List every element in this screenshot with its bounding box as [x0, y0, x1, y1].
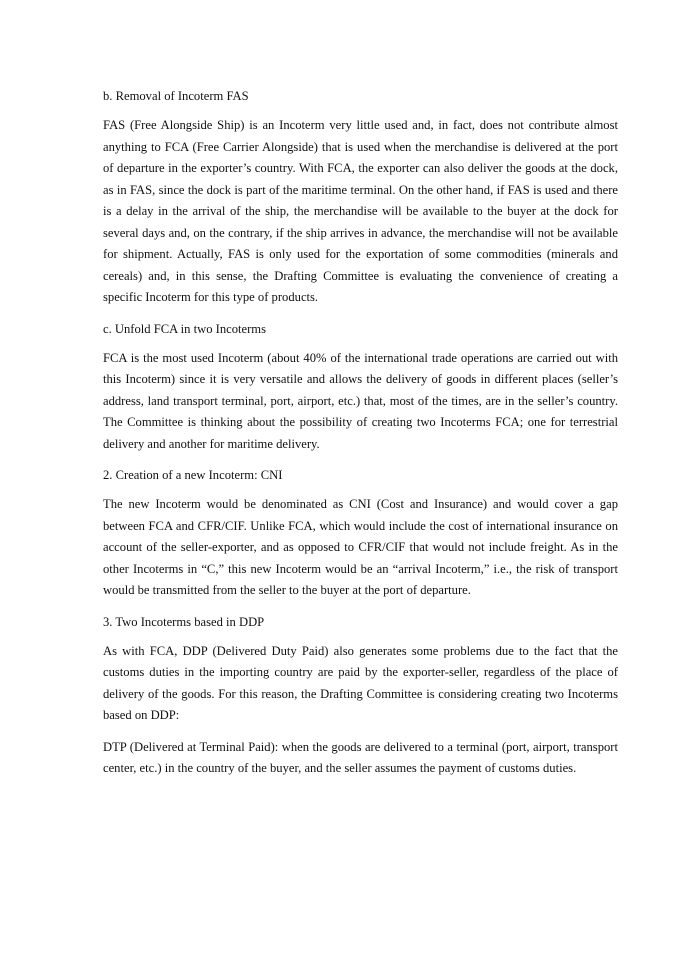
section-ddp-incoterms [103, 612, 618, 780]
paragraph: FAS (Free Alongside Ship) is an Incoterm very little used and, in fact, does not contribute almost anything to FCA (Free Carrier Alongside) that is used when the merchandise is delivered at the port of departure in the exporter’s country. With FCA, the exporter can also deliver the goods at the dock, as in FAS, since the dock is part of the maritime terminal. On the other hand, if FAS is used and there is a delay in the arrival of the ship, the merchandise will be available to the buyer at the dock for several days and, on the contrary, if the ship arrives in advance, the merchandise will not be available for shipment. Actually, FAS is only used for the exportation of some commodities (minerals and cereals) and, in this sense, the Drafting Committee is evaluating the convenience of creating a specific Incoterm for this type of products. [103, 118, 618, 304]
paragraph: The new Incoterm would be denominated as CNI (Cost and Insurance) and would cover a gap between FCA and CFR/CIF. Unlike FCA, which would include the cost of international insurance on account of the seller-exporter, and as opposed to CFR/CIF that would not include freight. As in the other Incoterms in “C,” this new Incoterm would be an “arrival Incoterm,” i.e., the risk of transport would be transmitted from the seller to the buyer at the port of departure. [103, 497, 618, 597]
section-heading: c. Unfold FCA in two Incoterms [103, 321, 267, 336]
paragraph: As with FCA, DDP (Delivered Duty Paid) also generates some problems due to the fact that the customs duties in the importing country are paid by the exporter-seller, regardless of the place of delivery of the goods. For this reason, the Drafting Committee is considering creating two Incoterms based on DDP: [103, 643, 618, 722]
section-heading: 2. Creation of a new Incoterm: CNI [103, 468, 283, 482]
paragraph: DTP (Delivered at Terminal Paid): when the goods are delivered to a terminal (port, airport, transport center, etc.) in the country of the buyer, and the seller assumes the payment of customs duties. [103, 739, 618, 775]
section-fas-removal [103, 86, 618, 309]
section-cni-creation [103, 465, 618, 602]
section-heading: b. Removal of Incoterm FAS [103, 89, 249, 103]
document-page [103, 86, 618, 790]
paragraph: FCA is the most used Incoterm (about 40% of the international trade operations are carried out with this Incoterm) since it is very versatile and allows the delivery of goods in different places (seller’s address, land transport terminal, port, airport, etc.) that, most of the times, are in the seller’s country. The Committee is thinking about the possibility of creating two Incoterms FCA; one for terrestrial delivery and another for maritime delivery. [103, 350, 618, 451]
section-fca-unfold [103, 319, 618, 456]
section-heading: 3. Two Incoterms based in DDP [103, 614, 265, 629]
